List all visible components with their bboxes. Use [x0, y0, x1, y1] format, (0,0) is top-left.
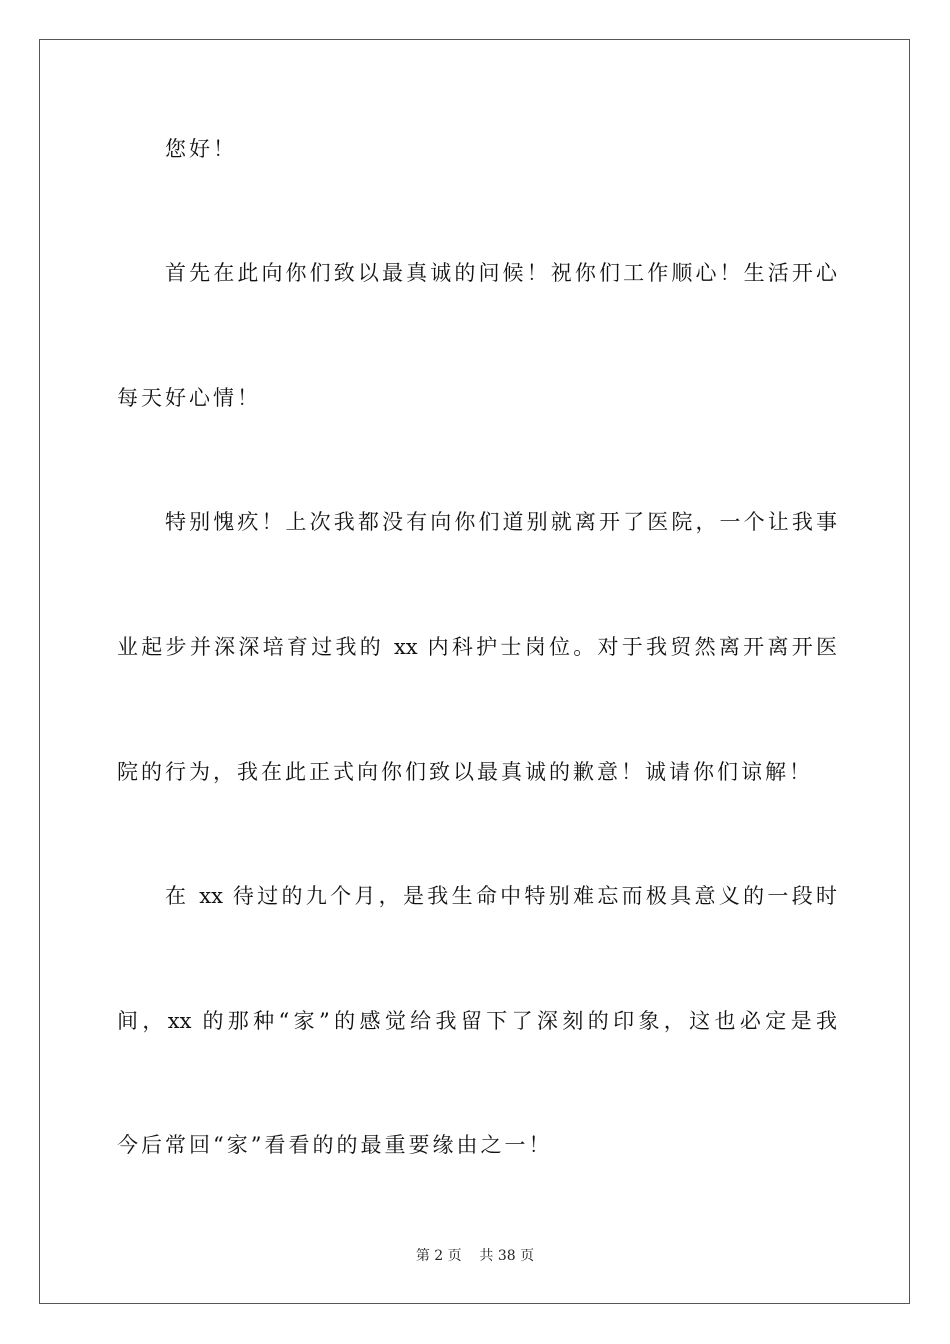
page-number-footer: 第 2 页 共 38 页: [415, 1248, 535, 1264]
paragraph-line: 今后常回“家”看看的的最重要缘由之一！: [117, 1133, 553, 1157]
paragraph-line: 间，xx 的那种“家”的感觉给我留下了深刻的印象，这也必定是我: [117, 1009, 837, 1033]
paragraph-line: 特别愧疚！上次我都没有向你们道别就离开了医院，一个让我事: [165, 510, 837, 534]
paragraph-line: 在 xx 待过的九个月，是我生命中特别难忘而极具意义的一段时: [165, 884, 837, 908]
paragraph-line: 每天好心情！: [117, 386, 261, 410]
paragraph-line: 业起步并深深培育过我的 xx 内科护士岗位。对于我贸然离开离开医: [117, 635, 837, 659]
paragraph-line: 首先在此向你们致以最真诚的问候！祝你们工作顺心！生活开心: [165, 261, 837, 285]
greeting-line: 您好！: [165, 137, 237, 161]
paragraph-line: 院的行为，我在此正式向你们致以最真诚的歉意！诚请你们谅解！: [117, 760, 813, 784]
page-border: [39, 39, 910, 1304]
